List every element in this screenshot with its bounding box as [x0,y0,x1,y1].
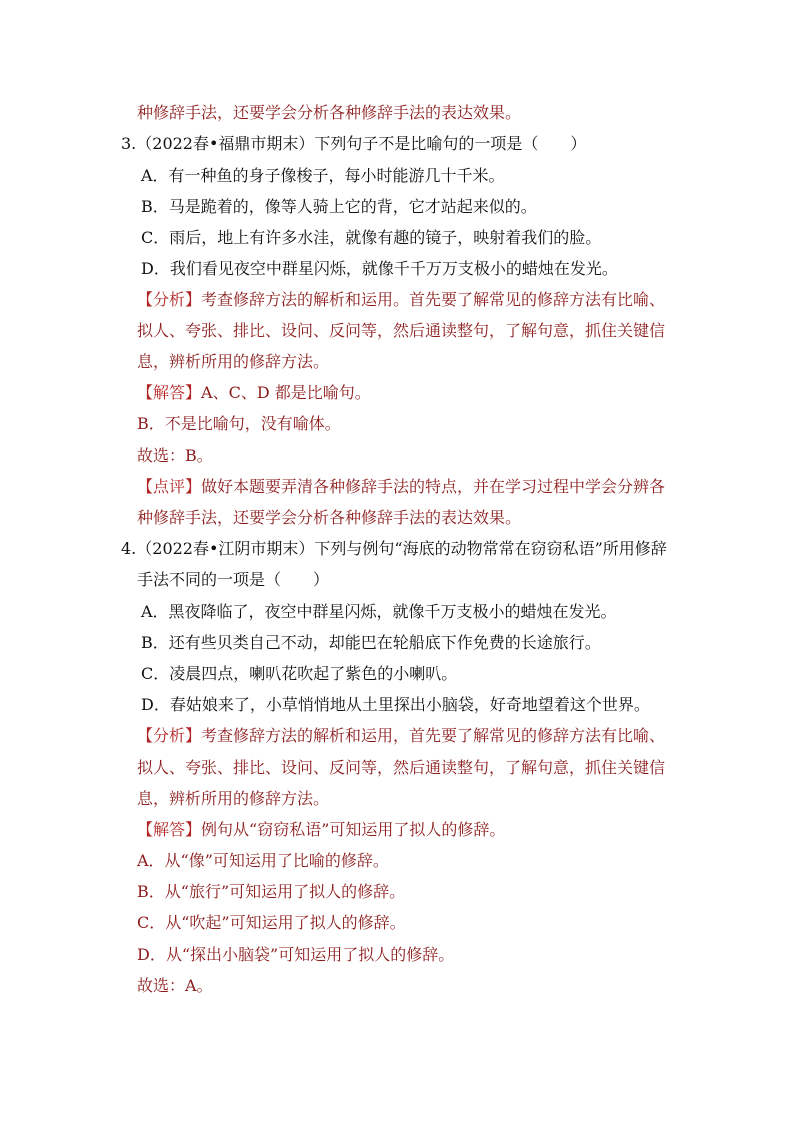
q3-option-b: B．马是跪着的，像等人骑上它的背，它才站起来似的。 [141,197,537,216]
intro-continuation: 种修辞手法，还要学会分析各种修辞手法的表达效果。 [137,103,522,122]
q4-answer-line-3: B．从“旅行”可知运用了拟人的修辞。 [137,882,406,901]
q3-comment-text-1: 做好本题要弄清各种修辞手法的特点，并在学习过程中学会分辨各 [201,477,666,496]
q4-answer-line-1 [137,820,505,840]
q3-stem: 3.（2022春•福鼎市期末）下列句子不是比喻句的一项是（ ） [121,134,587,153]
q4-analysis-line-3: 息，辨析所用的修辞方法。 [137,789,330,808]
q4-analysis-line-1 [137,726,665,746]
q4-stem-line-1: 4.（2022春•江阴市期末）下列与例句“海底的动物常常在窃窃私语”所用修辞 [121,539,667,558]
q3-option-d: D．我们看见夜空中群星闪烁，就像千千万万支极小的蜡烛在发光。 [141,259,618,278]
q3-answer-line-2: B．不是比喻句，没有喻体。 [137,414,341,433]
q4-answer-text-1: 例句从“窃窃私语”可知运用了拟人的修辞。 [201,820,506,839]
q3-comment-tag: 【点评】 [137,477,202,496]
q3-answer-line-1 [137,383,371,403]
q3-comment-line-1 [137,477,665,497]
q4-stem-line-2: 手法不同的一项是（ ） [137,570,330,589]
q3-answer-line-3: 故选：B。 [137,446,213,465]
q4-option-d: D．春姑娘来了，小草悄悄地从土里探出小脑袋，好奇地望着这个世界。 [141,695,650,714]
q4-option-c: C．凌晨四点，喇叭花吹起了紫色的小喇叭。 [141,664,458,683]
q3-analysis-line-1 [137,290,665,310]
q4-analysis-text-1: 考查修辞方法的解析和运用，首先要了解常见的修辞方法有比喻、 [201,726,666,745]
q4-option-b: B．还有些贝类自己不动，却能巴在轮船底下作免费的长途旅行。 [141,633,601,652]
q3-analysis-line-3: 息，辨析所用的修辞方法。 [137,352,330,371]
q3-comment-line-2: 种修辞手法，还要学会分析各种修辞手法的表达效果。 [137,508,522,527]
q4-option-a: A．黑夜降临了，夜空中群星闪烁，就像千万支极小的蜡烛在发光。 [141,602,617,621]
q4-answer-line-4: C．从“吹起”可知运用了拟人的修辞。 [137,913,406,932]
q4-final-answer: 故选：A。 [137,976,213,995]
q3-option-c: C．雨后，地上有许多水洼，就像有趣的镜子，映射着我们的脸。 [141,228,602,247]
q4-analysis-tag: 【分析】 [137,726,202,745]
q4-answer-line-2: A．从“像”可知运用了比喻的修辞。 [137,851,389,870]
q3-analysis-text-1: 考查修辞方法的解析和运用。首先要了解常见的修辞方法有比喻、 [201,290,666,309]
q3-option-a: A．有一种鱼的身子像梭子，每小时能游几十千米。 [141,166,505,185]
q3-analysis-line-2: 拟人、夸张、排比、设问、反问等，然后通读整句，了解句意，抓住关键信 [137,321,666,340]
q4-answer-line-5: D．从“探出小脑袋”可知运用了拟人的修辞。 [137,945,455,964]
q3-analysis-tag: 【分析】 [137,290,202,309]
q3-answer-text-1: A、C、D 都是比喻句。 [201,383,371,402]
q4-analysis-line-2: 拟人、夸张、排比、设问、反问等，然后通读整句，了解句意，抓住关键信 [137,758,666,777]
q4-answer-tag: 【解答】 [137,820,202,839]
q3-answer-tag: 【解答】 [137,383,202,402]
